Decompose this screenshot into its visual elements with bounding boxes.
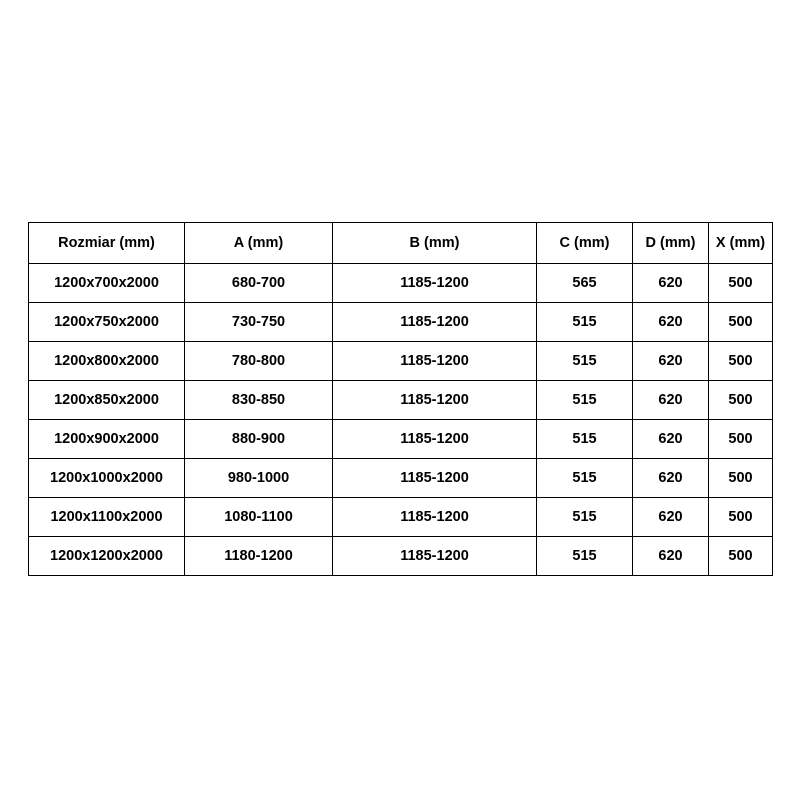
column-header-x: X (mm) [709, 223, 773, 264]
cell-size: 1200x1000x2000 [29, 459, 185, 498]
cell-b: 1185-1200 [333, 420, 537, 459]
cell-a: 1180-1200 [185, 537, 333, 576]
cell-size: 1200x1200x2000 [29, 537, 185, 576]
cell-x: 500 [709, 381, 773, 420]
cell-x: 500 [709, 303, 773, 342]
cell-d: 620 [633, 459, 709, 498]
cell-b: 1185-1200 [333, 303, 537, 342]
cell-x: 500 [709, 264, 773, 303]
cell-d: 620 [633, 420, 709, 459]
cell-c: 515 [537, 420, 633, 459]
cell-c: 515 [537, 459, 633, 498]
cell-b: 1185-1200 [333, 459, 537, 498]
table-body [29, 264, 773, 576]
cell-b: 1185-1200 [333, 537, 537, 576]
cell-size: 1200x900x2000 [29, 420, 185, 459]
column-header-c: C (mm) [537, 223, 633, 264]
table-row [29, 459, 773, 498]
cell-a: 880-900 [185, 420, 333, 459]
table-row [29, 303, 773, 342]
cell-a: 980-1000 [185, 459, 333, 498]
table-row [29, 537, 773, 576]
cell-x: 500 [709, 420, 773, 459]
cell-a: 1080-1100 [185, 498, 333, 537]
column-header-b: B (mm) [333, 223, 537, 264]
cell-a: 680-700 [185, 264, 333, 303]
column-header-d: D (mm) [633, 223, 709, 264]
cell-c: 515 [537, 537, 633, 576]
cell-c: 515 [537, 381, 633, 420]
cell-size: 1200x800x2000 [29, 342, 185, 381]
column-header-a: A (mm) [185, 223, 333, 264]
cell-b: 1185-1200 [333, 381, 537, 420]
cell-b: 1185-1200 [333, 498, 537, 537]
table-row [29, 264, 773, 303]
cell-d: 620 [633, 381, 709, 420]
cell-c: 565 [537, 264, 633, 303]
table-row [29, 342, 773, 381]
cell-d: 620 [633, 303, 709, 342]
cell-a: 730-750 [185, 303, 333, 342]
size-table-container [28, 222, 772, 576]
cell-size: 1200x700x2000 [29, 264, 185, 303]
cell-b: 1185-1200 [333, 264, 537, 303]
cell-d: 620 [633, 498, 709, 537]
cell-c: 515 [537, 498, 633, 537]
table-row [29, 420, 773, 459]
cell-a: 780-800 [185, 342, 333, 381]
cell-x: 500 [709, 498, 773, 537]
cell-x: 500 [709, 342, 773, 381]
table-header [29, 223, 773, 264]
cell-size: 1200x1100x2000 [29, 498, 185, 537]
cell-size: 1200x750x2000 [29, 303, 185, 342]
cell-size: 1200x850x2000 [29, 381, 185, 420]
cell-c: 515 [537, 342, 633, 381]
table-row [29, 381, 773, 420]
table-row [29, 498, 773, 537]
table-header-row [29, 223, 773, 264]
column-header-rozmiar: Rozmiar (mm) [29, 223, 185, 264]
cell-a: 830-850 [185, 381, 333, 420]
cell-x: 500 [709, 459, 773, 498]
cell-d: 620 [633, 342, 709, 381]
cell-d: 620 [633, 537, 709, 576]
size-table [28, 222, 773, 576]
cell-c: 515 [537, 303, 633, 342]
cell-b: 1185-1200 [333, 342, 537, 381]
cell-d: 620 [633, 264, 709, 303]
cell-x: 500 [709, 537, 773, 576]
